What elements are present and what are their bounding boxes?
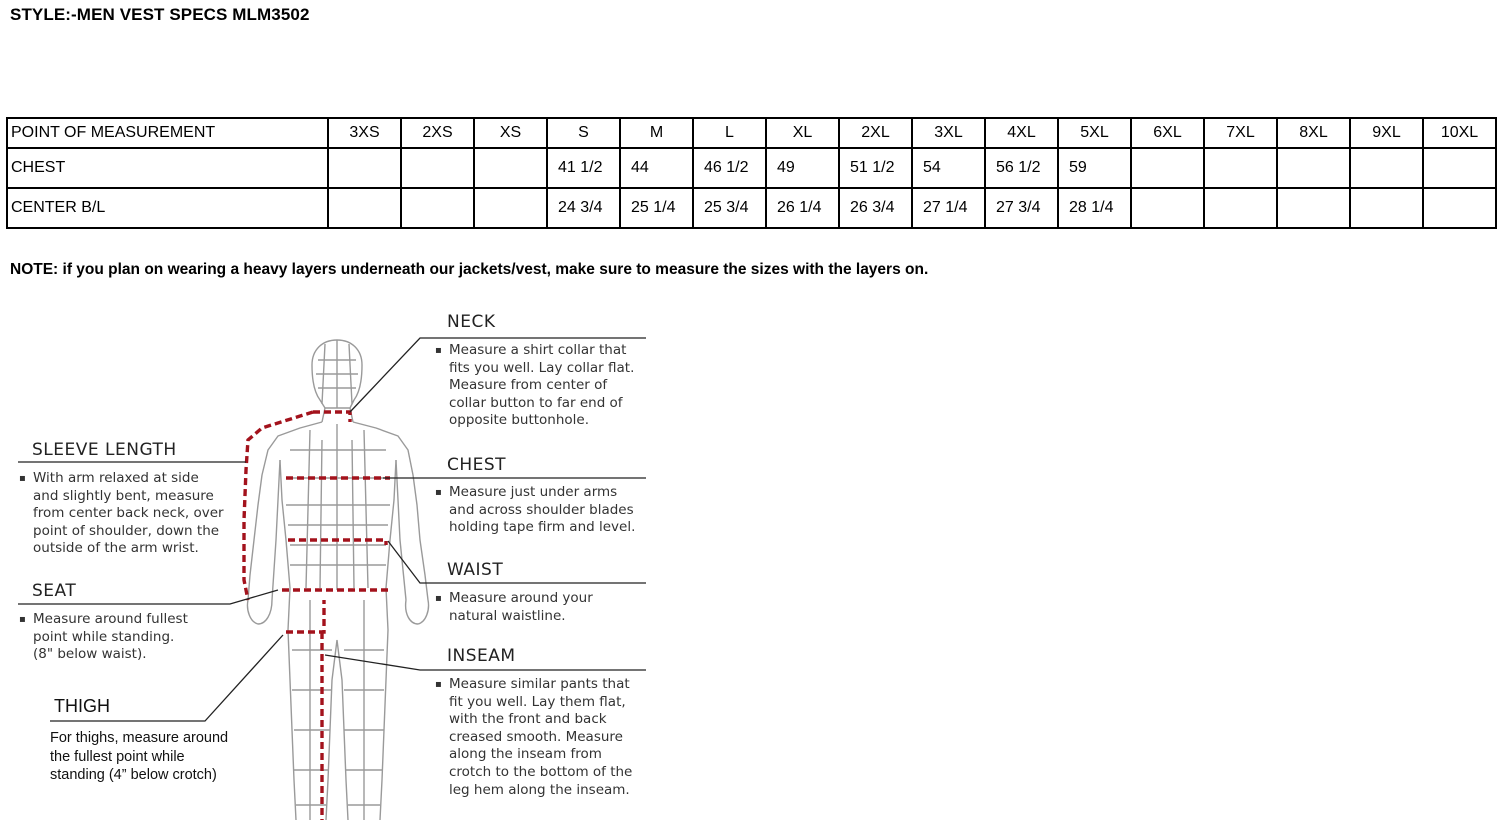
sleeve-line: from center back neck, over [33, 505, 224, 522]
thigh-heading: THIGH [54, 696, 110, 716]
inseam-heading: INSEAM [447, 646, 516, 666]
inseam-line: with the front and back [449, 711, 607, 728]
table-cell: 56 1/2 [985, 148, 1058, 188]
inseam-line: along the inseam from [449, 746, 602, 763]
column-header-size: 2XL [839, 118, 912, 148]
table-cell [1131, 148, 1204, 188]
sleeve-length-description [19, 470, 224, 558]
chest-line: Measure just under arms [449, 484, 618, 500]
column-header-size: 3XS [328, 118, 401, 148]
table-cell: 24 3/4 [547, 188, 620, 228]
sleeve-line: point of shoulder, down the [33, 522, 220, 539]
row-label: CENTER B/L [7, 188, 328, 228]
table-cell: 25 3/4 [693, 188, 766, 228]
bullet-icon: ▪ [435, 679, 442, 690]
column-header-size: 5XL [1058, 118, 1131, 148]
row-label: CHEST [7, 148, 328, 188]
table-cell [1423, 148, 1496, 188]
bullet-icon: ▪ [19, 473, 26, 484]
table-cell: 26 1/4 [766, 188, 839, 228]
size-spec-table [6, 117, 1497, 229]
neck-line: opposite buttonhole. [449, 412, 590, 429]
table-cell: 41 1/2 [547, 148, 620, 188]
bullet-icon: ▪ [19, 614, 26, 625]
table-cell [1350, 148, 1423, 188]
seat-heading: SEAT [32, 581, 77, 601]
table-cell [1277, 188, 1350, 228]
sleeve-line: With arm relaxed at side [33, 470, 199, 486]
table-cell: 46 1/2 [693, 148, 766, 188]
column-header-size: XL [766, 118, 839, 148]
column-header-size: 8XL [1277, 118, 1350, 148]
waist-line: natural waistline. [449, 607, 566, 624]
table-cell [1423, 188, 1496, 228]
table-cell [401, 148, 474, 188]
neck-line: Measure a shirt collar that [449, 342, 627, 358]
bullet-icon: ▪ [435, 593, 442, 604]
table-cell [1350, 188, 1423, 228]
measurement-guide [0, 300, 700, 825]
table-cell [474, 188, 547, 228]
table-cell: 54 [912, 148, 985, 188]
inseam-line: fit you well. Lay them flat, [449, 693, 626, 710]
table-row [7, 188, 1496, 228]
column-header-size: S [547, 118, 620, 148]
thigh-description [50, 729, 228, 785]
inseam-line: Measure similar pants that [449, 676, 630, 692]
note-text: NOTE: if you plan on wearing a heavy layers underneath our jackets/vest, make sure to measure the sizes with the layers on. [10, 261, 929, 278]
column-header-size: 4XL [985, 118, 1058, 148]
table-cell [328, 148, 401, 188]
neck-line: fits you well. Lay collar flat. [449, 359, 635, 376]
waist-heading: WAIST [447, 560, 504, 580]
column-header-size: 7XL [1204, 118, 1277, 148]
chest-heading: CHEST [447, 455, 507, 475]
seat-line: (8" below waist). [33, 646, 147, 663]
table-cell [1204, 188, 1277, 228]
sleeve-line: outside of the arm wrist. [33, 540, 199, 557]
column-header-size: 3XL [912, 118, 985, 148]
neck-line: Measure from center of [449, 377, 608, 394]
column-header-size: L [693, 118, 766, 148]
thigh-line: For thighs, measure around [50, 730, 229, 746]
neck-heading: NECK [447, 312, 496, 332]
chest-line: holding tape firm and level. [449, 519, 636, 536]
table-cell: 27 1/4 [912, 188, 985, 228]
seat-line: Measure around fullest [33, 611, 188, 627]
column-header-measurement: POINT OF MEASUREMENT [7, 118, 328, 148]
table-cell: 27 3/4 [985, 188, 1058, 228]
table-cell [1277, 148, 1350, 188]
table-cell: 51 1/2 [839, 148, 912, 188]
chest-line: and across shoulder blades [449, 501, 634, 518]
table-cell [328, 188, 401, 228]
waist-description [435, 590, 593, 625]
waist-line: Measure around your [449, 590, 593, 606]
column-header-size: M [620, 118, 693, 148]
table-cell: 25 1/4 [620, 188, 693, 228]
bullet-icon: ▪ [435, 487, 442, 498]
bullet-icon: ▪ [435, 345, 442, 356]
table-cell [1131, 188, 1204, 228]
sleeve-length-heading: SLEEVE LENGTH [32, 440, 177, 460]
thigh-line: standing (4” below crotch) [50, 767, 217, 783]
inseam-line: creased smooth. Measure [449, 728, 623, 745]
table-row [7, 148, 1496, 188]
table-cell: 59 [1058, 148, 1131, 188]
neck-line: collar button to far end of [449, 394, 623, 411]
table-cell: 28 1/4 [1058, 188, 1131, 228]
column-header-size: 10XL [1423, 118, 1496, 148]
neck-description [435, 342, 635, 430]
inseam-description [435, 676, 633, 799]
chest-description [435, 484, 636, 537]
sleeve-line: and slightly bent, measure [33, 487, 214, 504]
inseam-line: leg hem along the inseam. [449, 781, 630, 798]
table-cell [401, 188, 474, 228]
table-cell [1204, 148, 1277, 188]
table-cell [474, 148, 547, 188]
table-cell: 49 [766, 148, 839, 188]
page-title: STYLE:-MEN VEST SPECS MLM3502 [10, 5, 310, 24]
seat-line: point while standing. [33, 628, 175, 645]
column-header-size: XS [474, 118, 547, 148]
table-header-row [7, 118, 1496, 148]
column-header-size: 6XL [1131, 118, 1204, 148]
column-header-size: 9XL [1350, 118, 1423, 148]
table-cell: 44 [620, 148, 693, 188]
seat-description [19, 611, 188, 664]
column-header-size: 2XS [401, 118, 474, 148]
table-cell: 26 3/4 [839, 188, 912, 228]
thigh-line: the fullest point while [50, 748, 185, 765]
inseam-line: crotch to the bottom of the [449, 763, 633, 780]
